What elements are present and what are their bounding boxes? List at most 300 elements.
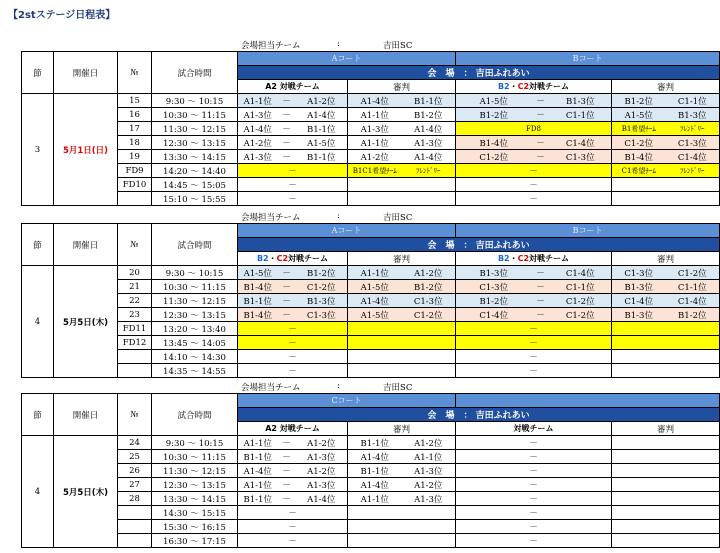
match-time: 13:20 ～ 13:40	[152, 322, 238, 336]
right-ref-2	[666, 520, 720, 534]
left-team-a: A1-4位	[238, 464, 278, 478]
right-ref-2	[666, 534, 720, 548]
left-ref-1	[348, 178, 402, 192]
table-row	[22, 534, 720, 548]
table-row	[22, 464, 720, 478]
left-ref-1: A1-4位	[348, 94, 402, 108]
left-dash: －	[278, 294, 296, 308]
left-ref-2: A1-3位	[402, 136, 456, 150]
schedule-table	[21, 223, 720, 378]
page-title: 【2stステージ日程表】	[8, 10, 116, 21]
left-ref-2: A1-4位	[402, 122, 456, 136]
right-ref-1: B1-4位	[612, 150, 666, 164]
match-time: 11:30 ～ 12:15	[152, 464, 238, 478]
right-team-b: C1-4位	[550, 136, 612, 150]
match-time: 11:30 ～ 12:15	[152, 294, 238, 308]
right-team-b: C1-2位	[550, 294, 612, 308]
right-dash: －	[532, 266, 550, 280]
left-team-header	[238, 252, 348, 266]
table-row	[22, 122, 720, 136]
schedule-table	[21, 51, 720, 206]
right-ref-1	[612, 478, 666, 492]
left-ref-1: A1-4位	[348, 450, 402, 464]
left-team-a: A1-2位	[238, 136, 278, 150]
venue-team-line	[21, 210, 667, 223]
left-ref-2: A1-4位	[402, 150, 456, 164]
table-row	[22, 308, 720, 322]
match-number: 26	[118, 464, 152, 478]
left-team-a: A1-1位	[238, 94, 278, 108]
table-row	[22, 178, 720, 192]
left-ref-2	[402, 534, 456, 548]
schedule-section	[21, 38, 707, 206]
left-ref-empty	[348, 336, 456, 350]
right-team-a: C1-4位	[456, 308, 532, 322]
match-number: 27	[118, 478, 152, 492]
match-number: 15	[118, 94, 152, 108]
left-ref-2: C1-3位	[402, 294, 456, 308]
left-referee-header: 審判	[348, 80, 456, 94]
setsu-header: 節	[22, 224, 54, 266]
right-match-empty: －	[456, 350, 612, 364]
left-ref-empty	[348, 322, 456, 336]
match-number: FD11	[118, 322, 152, 336]
left-ref-1: B1-1位	[348, 464, 402, 478]
right-ref-2	[666, 350, 720, 364]
match-time: 16:30 ～ 17:15	[152, 534, 238, 548]
right-ref-1: C1-2位	[612, 136, 666, 150]
match-number	[118, 534, 152, 548]
setsu-header: 節	[22, 52, 54, 94]
right-ref-1: B1-2位	[612, 94, 666, 108]
left-ref-1: B1-1位	[348, 436, 402, 450]
right-referee-header: 審判	[612, 80, 720, 94]
left-referee-header: 審判	[348, 422, 456, 436]
match-number: 21	[118, 280, 152, 294]
team-header-text: 対戦チーム	[288, 254, 329, 263]
right-ref-2	[666, 478, 720, 492]
left-ref-1	[348, 364, 402, 378]
bracket-c-label: C2	[517, 82, 530, 91]
left-team-b: B1-1位	[296, 122, 348, 136]
left-team-a: A1-1位	[238, 478, 278, 492]
match-time: 13:30 ～ 14:15	[152, 150, 238, 164]
left-ref-2: ﾌﾚﾝﾄﾞﾘｰ	[402, 164, 456, 178]
team-header-text: 対戦チーム	[276, 82, 320, 91]
venue-team-label: 会場担当チーム	[241, 41, 301, 51]
team-header-text: 対戦チーム	[529, 254, 570, 263]
right-match-empty: －	[456, 478, 612, 492]
right-ref-1	[612, 492, 666, 506]
right-ref-1	[612, 506, 666, 520]
right-referee-header: 審判	[612, 422, 720, 436]
right-dash: －	[532, 308, 550, 322]
right-ref-2	[666, 450, 720, 464]
match-time: 14:35 ～ 14:55	[152, 364, 238, 378]
left-ref-1: A1-1位	[348, 108, 402, 122]
right-team-a: B1-2位	[456, 294, 532, 308]
venue-team-label: 会場担当チーム	[241, 383, 301, 393]
right-match-empty: －	[456, 436, 612, 450]
right-ref-1: C1希望ﾁｰﾑ	[612, 164, 666, 178]
left-ref-2	[402, 350, 456, 364]
date-header: 開催日	[54, 394, 118, 436]
right-team-a: B1-3位	[456, 266, 532, 280]
right-ref-2: B1-2位	[666, 308, 720, 322]
left-team-b: A1-5位	[296, 136, 348, 150]
table-row	[22, 436, 720, 450]
left-match-empty: －	[238, 164, 348, 178]
left-team-b: B1-3位	[296, 294, 348, 308]
left-dash: －	[278, 478, 296, 492]
match-number: 20	[118, 266, 152, 280]
left-ref-1: A1-4位	[348, 478, 402, 492]
setsu-cell: 4	[22, 436, 54, 548]
right-match-empty: －	[456, 506, 612, 520]
left-referee-header: 審判	[348, 252, 456, 266]
right-match-empty: －	[456, 178, 612, 192]
setsu-header: 節	[22, 394, 54, 436]
left-ref-1	[348, 192, 402, 206]
left-match-empty: －	[238, 322, 348, 336]
left-ref-2: A1-2位	[402, 478, 456, 492]
left-ref-1: A1-5位	[348, 280, 402, 294]
left-team-a: B1-1位	[238, 294, 278, 308]
venue-team-value: 吉田SC	[383, 41, 413, 51]
left-team-a: B1-1位	[238, 450, 278, 464]
right-match-empty: －	[456, 520, 612, 534]
date-cell: 5月1日(日)	[54, 94, 118, 206]
right-team-a: C1-3位	[456, 280, 532, 294]
left-dash: －	[278, 464, 296, 478]
left-dash: －	[278, 122, 296, 136]
table-row	[22, 136, 720, 150]
venue-banner: 会 場 ： 吉田ふれあい	[238, 66, 720, 80]
date-cell: 5月5日(木)	[54, 266, 118, 378]
date-header: 開催日	[54, 224, 118, 266]
left-ref-2: A1-1位	[402, 450, 456, 464]
right-match-empty: －	[456, 464, 612, 478]
number-header: №	[118, 224, 152, 266]
bracket-b-label: B2	[497, 254, 510, 263]
right-match-empty: －	[456, 492, 612, 506]
left-team-a: A1-3位	[238, 150, 278, 164]
team-header-text: 対戦チーム	[529, 82, 570, 91]
right-ref-1: C1-3位	[612, 266, 666, 280]
right-ref-2: C1-1位	[666, 94, 720, 108]
left-dash: －	[278, 150, 296, 164]
setsu-cell: 3	[22, 94, 54, 206]
left-ref-2: A1-3位	[402, 464, 456, 478]
court-left-label: Aコート	[238, 52, 456, 66]
right-ref-2: C1-1位	[666, 280, 720, 294]
match-time: 12:30 ～ 13:15	[152, 136, 238, 150]
right-ref-2: B1-3位	[666, 108, 720, 122]
bracket-sep: ・	[509, 82, 518, 91]
right-ref-2: C1-2位	[666, 266, 720, 280]
team-header-text: 対戦チーム	[276, 424, 320, 433]
bracket-label: A2	[265, 82, 277, 91]
left-ref-2	[402, 506, 456, 520]
left-match-empty: －	[238, 350, 348, 364]
right-ref-2	[666, 464, 720, 478]
left-team-a: A1-1位	[238, 436, 278, 450]
right-dash: －	[532, 136, 550, 150]
left-ref-1: A1-2位	[348, 150, 402, 164]
right-team-b: C1-3位	[550, 150, 612, 164]
right-ref-empty	[612, 336, 720, 350]
match-number: 25	[118, 450, 152, 464]
match-time: 14:45 ～ 15:05	[152, 178, 238, 192]
bracket-c-label: C2	[517, 254, 530, 263]
table-row	[22, 450, 720, 464]
right-ref-2	[666, 178, 720, 192]
right-ref-1	[612, 450, 666, 464]
table-row	[22, 150, 720, 164]
left-team-b: A1-2位	[296, 436, 348, 450]
right-ref-2	[666, 492, 720, 506]
left-match-empty: －	[238, 364, 348, 378]
court-right-label: Bコート	[456, 52, 720, 66]
colon: :	[337, 39, 340, 49]
match-number	[118, 364, 152, 378]
right-ref-2	[666, 436, 720, 450]
match-number: 19	[118, 150, 152, 164]
right-ref-1	[612, 534, 666, 548]
table-row	[22, 520, 720, 534]
left-ref-1: A1-1位	[348, 266, 402, 280]
left-dash: －	[278, 492, 296, 506]
right-ref-1: B1希望ﾁｰﾑ	[612, 122, 666, 136]
match-number	[118, 520, 152, 534]
left-ref-2: B1-1位	[402, 94, 456, 108]
right-ref-1	[612, 436, 666, 450]
right-match-empty: －	[456, 336, 612, 350]
match-number: 22	[118, 294, 152, 308]
left-ref-1	[348, 534, 402, 548]
table-row	[22, 266, 720, 280]
number-header: №	[118, 394, 152, 436]
left-ref-2: B1-2位	[402, 108, 456, 122]
table-row	[22, 108, 720, 122]
venue-banner: 会 場 ： 吉田ふれあい	[238, 408, 720, 422]
right-team-b: C1-1位	[550, 280, 612, 294]
right-ref-2	[666, 506, 720, 520]
left-ref-1: A1-3位	[348, 122, 402, 136]
left-ref-1: A1-5位	[348, 308, 402, 322]
left-team-b: C1-2位	[296, 280, 348, 294]
right-ref-1	[612, 520, 666, 534]
right-ref-1: B1-3位	[612, 280, 666, 294]
right-team-b: C1-1位	[550, 108, 612, 122]
left-dash: －	[278, 436, 296, 450]
left-team-a: B1-4位	[238, 308, 278, 322]
match-number: 16	[118, 108, 152, 122]
schedule-section	[21, 210, 707, 378]
left-ref-1: A1-1位	[348, 492, 402, 506]
match-number: 23	[118, 308, 152, 322]
left-ref-2: C1-2位	[402, 308, 456, 322]
venue-team-line	[21, 380, 667, 393]
left-ref-1	[348, 520, 402, 534]
right-match-empty: －	[456, 450, 612, 464]
left-team-b: A1-3位	[296, 478, 348, 492]
time-header: 試合時間	[152, 394, 238, 436]
right-dash: －	[532, 294, 550, 308]
right-team-header	[456, 422, 612, 436]
match-number: 18	[118, 136, 152, 150]
schedule-table	[21, 393, 720, 548]
right-ref-1	[612, 350, 666, 364]
left-team-a: B1-4位	[238, 280, 278, 294]
time-header: 試合時間	[152, 52, 238, 94]
venue-team-line	[21, 38, 667, 51]
left-match-empty: －	[238, 534, 348, 548]
table-row	[22, 322, 720, 336]
right-ref-1	[612, 192, 666, 206]
match-number: 28	[118, 492, 152, 506]
match-time: 10:30 ～ 11:15	[152, 108, 238, 122]
left-team-b: B1-2位	[296, 266, 348, 280]
right-team-b: C1-4位	[550, 266, 612, 280]
left-dash: －	[278, 266, 296, 280]
right-team-a: B1-4位	[456, 136, 532, 150]
match-number: 24	[118, 436, 152, 450]
venue-team-value: 吉田SC	[383, 213, 413, 223]
setsu-cell: 4	[22, 266, 54, 378]
right-match-empty: －	[456, 534, 612, 548]
left-ref-1: A1-4位	[348, 294, 402, 308]
right-match-empty: －	[456, 164, 612, 178]
bracket-sep: ・	[509, 254, 518, 263]
left-team-b: C1-3位	[296, 308, 348, 322]
court-left-label: Aコート	[238, 224, 456, 238]
venue-team-label: 会場担当チーム	[241, 213, 301, 223]
left-ref-2: A1-2位	[402, 266, 456, 280]
right-team-header	[456, 80, 612, 94]
match-number	[118, 350, 152, 364]
left-ref-2: A1-2位	[402, 436, 456, 450]
venue-banner: 会 場 ： 吉田ふれあい	[238, 238, 720, 252]
left-dash: －	[278, 450, 296, 464]
left-team-header	[238, 80, 348, 94]
left-team-b: A1-3位	[296, 450, 348, 464]
left-ref-2: A1-3位	[402, 492, 456, 506]
match-time: 9:30 ～ 10:15	[152, 94, 238, 108]
bracket-label: A2	[265, 424, 277, 433]
match-number	[118, 506, 152, 520]
left-team-a: A1-5位	[238, 266, 278, 280]
left-team-b: A1-2位	[296, 464, 348, 478]
right-ref-1	[612, 464, 666, 478]
right-ref-1	[612, 178, 666, 192]
match-time: 14:20 ～ 14:40	[152, 164, 238, 178]
table-row	[22, 364, 720, 378]
match-time: 13:30 ～ 14:15	[152, 492, 238, 506]
right-ref-2: C1-4位	[666, 294, 720, 308]
match-time: 11:30 ～ 12:15	[152, 122, 238, 136]
right-ref-2: ﾌﾚﾝﾄﾞﾘｰ	[666, 164, 720, 178]
right-team-b: B1-3位	[550, 94, 612, 108]
right-dash: －	[532, 94, 550, 108]
bracket-c-label: C2	[276, 254, 289, 263]
right-dash: －	[532, 150, 550, 164]
table-row	[22, 280, 720, 294]
venue-team-value: 吉田SC	[383, 383, 413, 393]
match-time: 10:30 ～ 11:15	[152, 450, 238, 464]
right-match-empty: －	[456, 322, 612, 336]
table-row	[22, 350, 720, 364]
right-team-a: C1-2位	[456, 150, 532, 164]
match-number: FD12	[118, 336, 152, 350]
date-header: 開催日	[54, 52, 118, 94]
court-right-label: Bコート	[456, 224, 720, 238]
left-ref-2	[402, 178, 456, 192]
bracket-b-label: B2	[497, 82, 510, 91]
right-team-a: A1-5位	[456, 94, 532, 108]
right-ref-2: ﾌﾚﾝﾄﾞﾘｰ	[666, 122, 720, 136]
left-match-empty: －	[238, 178, 348, 192]
left-team-b: A1-4位	[296, 492, 348, 506]
table-row	[22, 336, 720, 350]
match-number	[118, 192, 152, 206]
left-match-empty: －	[238, 192, 348, 206]
match-time: 14:10 ～ 14:30	[152, 350, 238, 364]
right-team-a: B1-2位	[456, 108, 532, 122]
left-match-empty: －	[238, 336, 348, 350]
left-match-empty: －	[238, 506, 348, 520]
right-ref-2	[666, 192, 720, 206]
match-time: 12:30 ～ 13:15	[152, 308, 238, 322]
match-time: 10:30 ～ 11:15	[152, 280, 238, 294]
right-ref-2: C1-3位	[666, 136, 720, 150]
left-team-a: A1-3位	[238, 108, 278, 122]
left-dash: －	[278, 280, 296, 294]
left-ref-2	[402, 192, 456, 206]
left-dash: －	[278, 94, 296, 108]
table-row	[22, 94, 720, 108]
match-time: 12:30 ～ 13:15	[152, 478, 238, 492]
right-ref-1: C1-4位	[612, 294, 666, 308]
left-ref-1: A1-1位	[348, 136, 402, 150]
right-ref-empty	[612, 322, 720, 336]
right-match-empty: －	[456, 364, 612, 378]
table-row	[22, 506, 720, 520]
bracket-b-label: B2	[256, 254, 269, 263]
court-right-label	[456, 394, 720, 408]
match-time: 9:30 ～ 10:15	[152, 436, 238, 450]
table-row	[22, 164, 720, 178]
left-ref-2	[402, 520, 456, 534]
left-ref-1	[348, 506, 402, 520]
right-team-header	[456, 252, 612, 266]
left-team-b: A1-2位	[296, 94, 348, 108]
match-number: 17	[118, 122, 152, 136]
left-team-a: B1-1位	[238, 492, 278, 506]
match-time: 15:10 ～ 15:55	[152, 192, 238, 206]
match-time: 15:30 ～ 16:15	[152, 520, 238, 534]
colon: :	[337, 211, 340, 221]
date-cell: 5月5日(木)	[54, 436, 118, 548]
match-time: 9:30 ～ 10:15	[152, 266, 238, 280]
left-team-b: B1-1位	[296, 150, 348, 164]
left-dash: －	[278, 136, 296, 150]
match-number: FD9	[118, 164, 152, 178]
match-time: 14:30 ～ 15:15	[152, 506, 238, 520]
left-ref-2: B1-2位	[402, 280, 456, 294]
right-team-b: C1-2位	[550, 308, 612, 322]
left-ref-2	[402, 364, 456, 378]
